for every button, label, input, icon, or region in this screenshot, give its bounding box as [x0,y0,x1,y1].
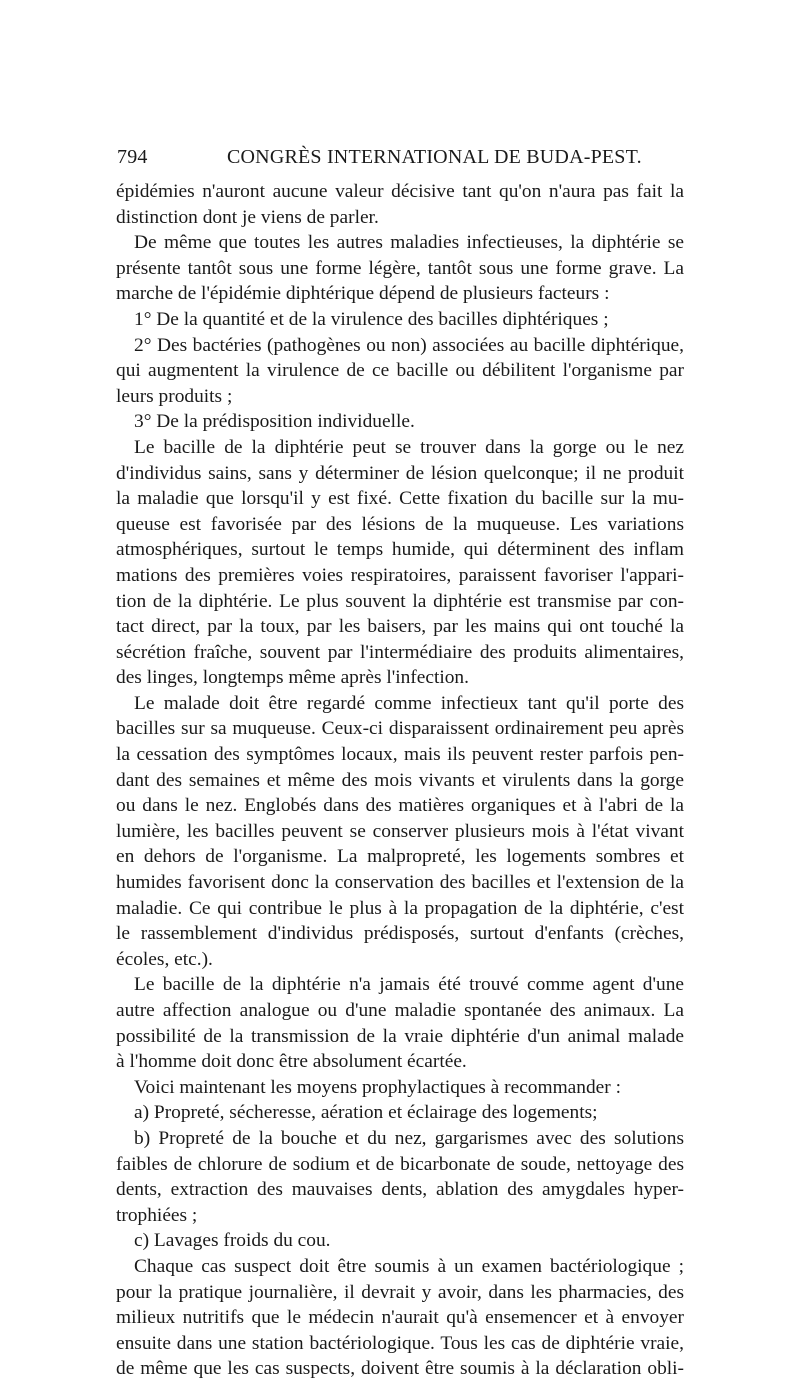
text-line: marche de l'épidémie diphtérique dépend de plusieurs facteurs : [116,283,610,305]
text-line: queuse est favorisée par des lésions de la muqueuse. Les variations [116,513,684,535]
text-line: milieux nutritifs que le médecin n'aurait qu'à ensemencer et à envoyer [116,1307,684,1329]
text-line: humides favorisent donc la conservation des bacilles et l'extension de la [116,872,684,894]
text-line: épidémies n'auront aucune valeur décisive tant qu'on n'aura pas fait la [116,181,684,202]
text-line: présente tantôt sous une forme légère, tantôt sous une forme grave. La [116,257,684,279]
text-line: bacilles sur sa muqueuse. Ceux-ci disparaissent ordinairement peu après [116,718,684,740]
text-line: Le bacille de la diphtérie n'a jamais été trouvé comme agent d'une [134,974,684,996]
text-line: dant des semaines et même des mois vivants et virulents dans la gorge [116,769,684,791]
text-line: d'individus sains, sans y déterminer de lésion quelconque; il ne produit [116,462,684,484]
text-line: tion de la diphtérie. Le plus souvent la diphtérie est transmise par con- [116,590,684,612]
text-line: la cessation des symptômes locaux, mais ils peuvent rester parfois pen- [116,744,684,766]
text-line: 3° De la prédisposition individuelle. [134,411,415,433]
text-line: c) Lavages froids du cou. [134,1230,331,1252]
text-line: Le bacille de la diphtérie peut se trouver dans la gorge ou le nez [134,436,684,458]
text-line: autre affection analogue ou d'une maladie spontanée des animaux. La [116,1000,684,1021]
text-line: tact direct, par la toux, par les baisers, par les mains qui ont touché la [116,616,684,638]
text-line: possibilité de la transmission de la vraie diphtérie d'un animal malade [116,1025,684,1047]
text-line: ou dans le nez. Englobés dans des matières organiques et à l'abri de la [116,795,684,817]
text-line: faibles de chlorure de sodium et de bicarbonate de soude, nettoyage des [116,1153,684,1175]
text-line: Chaque cas suspect doit être soumis à un examen bactériologique ; [134,1255,684,1277]
text-line: De même que toutes les autres maladies infectieuses, la diphtérie se [134,232,684,254]
page-header [117,146,683,176]
text-line: 2° Des bactéries (pathogènes ou non) associées au bacille diphtérique, [134,334,684,356]
text-line: de même que les cas suspects, doivent être soumis à la déclaration obli- [116,1358,684,1380]
text-line: leurs produits ; [116,385,233,407]
text-line: la maladie que lorsqu'il y est fixé. Cette fixation du bacille sur la mu- [116,488,684,510]
text-line: Voici maintenant les moyens prophylactiques à recommander : [134,1076,621,1098]
text-line: trophiées ; [116,1204,198,1226]
text-line: sécrétion fraîche, souvent par l'intermédiaire des produits alimentaires, [116,641,684,663]
page-number: 794 [117,146,148,168]
text-line: dents, extraction des mauvaises dents, ablation des amygdales hyper- [116,1179,684,1201]
text-line: lumière, les bacilles peuvent se conserver plusieurs mois à l'état vivant [116,820,684,842]
text-line: 1° De la quantité et de la virulence des bacilles diphtériques ; [134,308,609,330]
text-line: en dehors de l'organisme. La malpropreté, les logements sombres et [116,846,684,868]
body-text [116,179,684,1382]
text-line: mations des premières voies respiratoires, paraissent favoriser l'appari- [116,564,684,586]
text-line: atmosphériques, surtout le temps humide, qui déterminent des inflam [116,539,684,561]
text-line: maladie. Ce qui contribue le plus à la propagation de la diphtérie, c'est [116,897,684,919]
text-line: des linges, longtemps même après l'infection. [116,667,469,689]
text-line: a) Propreté, sécheresse, aération et éclairage des logements; [134,1102,598,1124]
text-line: le rassemblement d'individus prédisposés, surtout d'enfants (crèches, [116,923,684,945]
text-line: écoles, etc.). [116,948,213,970]
text-line: pour la pratique journalière, il devrait y avoir, dans les pharmacies, des [116,1281,684,1303]
text-line: distinction dont je viens de parler. [116,206,379,228]
text-line: Le malade doit être regardé comme infectieux tant qu'il porte des [134,692,684,714]
text-line: b) Propreté de la bouche et du nez, gargarismes avec des solutions [134,1127,684,1149]
text-line: qui augmentent la virulence de ce bacille ou débilitent l'organisme par [116,360,684,382]
text-line: ensuite dans une station bactériologique. Tous les cas de diphtérie vraie, [116,1332,684,1354]
text-line: à l'homme doit donc être absolument écartée. [116,1051,467,1073]
running-title: CONGRÈS INTERNATIONAL DE BUDA-PEST. [227,146,642,168]
